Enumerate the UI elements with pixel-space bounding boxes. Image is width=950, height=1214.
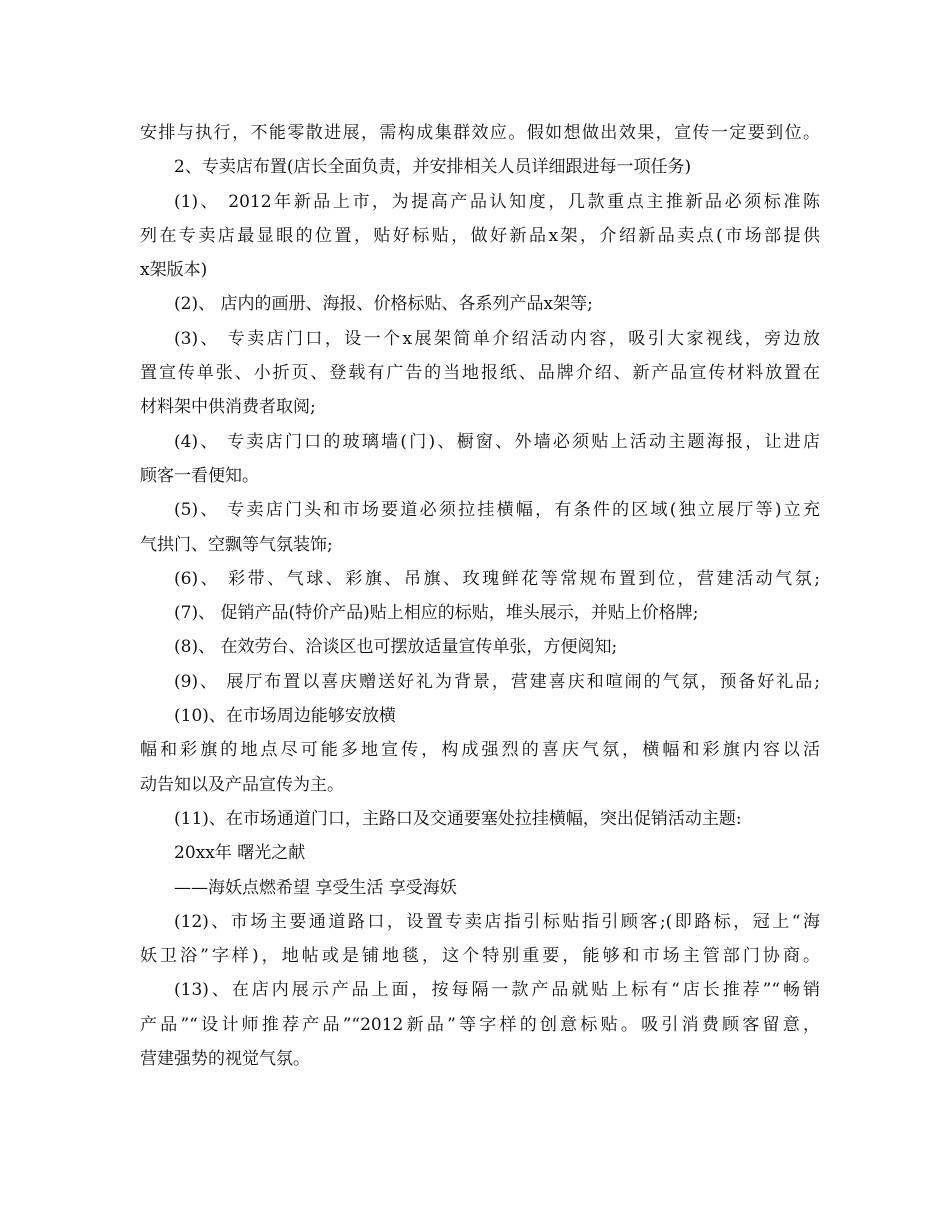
- list-item-line: (8)、 在效劳台、洽谈区也可摆放适量宣传单张，方便阅知;: [174, 637, 618, 658]
- list-item-line: (13)、在店内展示产品上面，按每隔一款产品就贴上标有“店长推荐”“畅销: [174, 980, 820, 1001]
- list-item-line: 营建强势的视觉气氛。: [140, 1049, 310, 1070]
- list-item-line: 列在专卖店最显眼的位置，贴好标贴，做好新品x架，介绍新品卖点(市场部提供: [140, 225, 820, 246]
- list-item-line: (11)、在市场通道门口，主路口及交通要塞处拉挂横幅，突出促销活动主题:: [174, 808, 742, 829]
- list-item-line: (12)、市场主要通道路口，设置专卖店指引标贴指引顾客;(即路标，冠上“海: [174, 911, 820, 932]
- list-item-line: 幅和彩旗的地点尽可能多地宣传，构成强烈的喜庆气氛，横幅和彩旗内容以活: [140, 740, 820, 761]
- list-item-line: 妖卫浴”字样)，地帖或是铺地毯，这个特别重要，能够和市场主管部门协商。: [140, 946, 820, 967]
- paragraph-line: 安排与执行，不能零散进展，需构成集群效应。假如想做出效果，宣传一定要到位。: [140, 123, 820, 143]
- list-item-line: 动告知以及产品宣传为主。: [140, 774, 344, 795]
- slogan-line: 20xx年 曙光之献: [174, 843, 306, 864]
- list-item-line: (5)、 专卖店门头和市场要道必须拉挂横幅，有条件的区域(独立展厅等)立充: [174, 500, 820, 521]
- list-item-line: 顾客一看便知。: [140, 465, 259, 486]
- list-item-line: (9)、 展厅布置以喜庆赠送好礼为背景，营建喜庆和喧闹的气氛，预备好礼品;: [174, 671, 820, 692]
- slogan-line: ——海妖点燃希望 享受生活 享受海妖: [174, 877, 457, 898]
- list-item-line: (1)、 2012年新品上市，为提高产品认知度，几款重点主推新品必须标准陈: [174, 191, 820, 212]
- list-item-line: (3)、 专卖店门口，设一个x展架简单介绍活动内容，吸引大家视线，旁边放: [174, 328, 820, 349]
- list-item-line: 置宣传单张、小折页、登载有广告的当地报纸、品牌介绍、新产品宣传材料放置在: [140, 363, 820, 384]
- list-item-line: 产品”“设计师推荐产品”“2012新品”等字样的创意标贴。吸引消费顾客留意，: [140, 1014, 820, 1035]
- list-item-line: (2)、 店内的画册、海报、价格标贴、各系列产品x架等;: [174, 294, 593, 315]
- list-item-line: (10)、在市场周边能够安放横: [174, 706, 396, 727]
- document-body: [140, 116, 820, 1076]
- list-item-line: (4)、 专卖店门口的玻璃墙(门)、橱窗、外墙必须贴上活动主题海报，让进店: [174, 431, 820, 452]
- list-item-line: x架版本): [140, 260, 208, 281]
- list-item-line: 气拱门、空飘等气氛装饰;: [140, 534, 333, 555]
- list-item-line: (6)、 彩带、气球、彩旗、吊旗、玫瑰鲜花等常规布置到位，营建活动气氛;: [174, 568, 820, 589]
- list-item-line: (7)、 促销产品(特价产品)贴上相应的标贴，堆头展示，并贴上价格牌;: [174, 603, 699, 624]
- section-heading: 2、专卖店布置(店长全面负责，并安排相关人员详细跟进每一项任务): [174, 157, 692, 178]
- list-item-line: 材料架中供消费者取阅;: [140, 397, 316, 418]
